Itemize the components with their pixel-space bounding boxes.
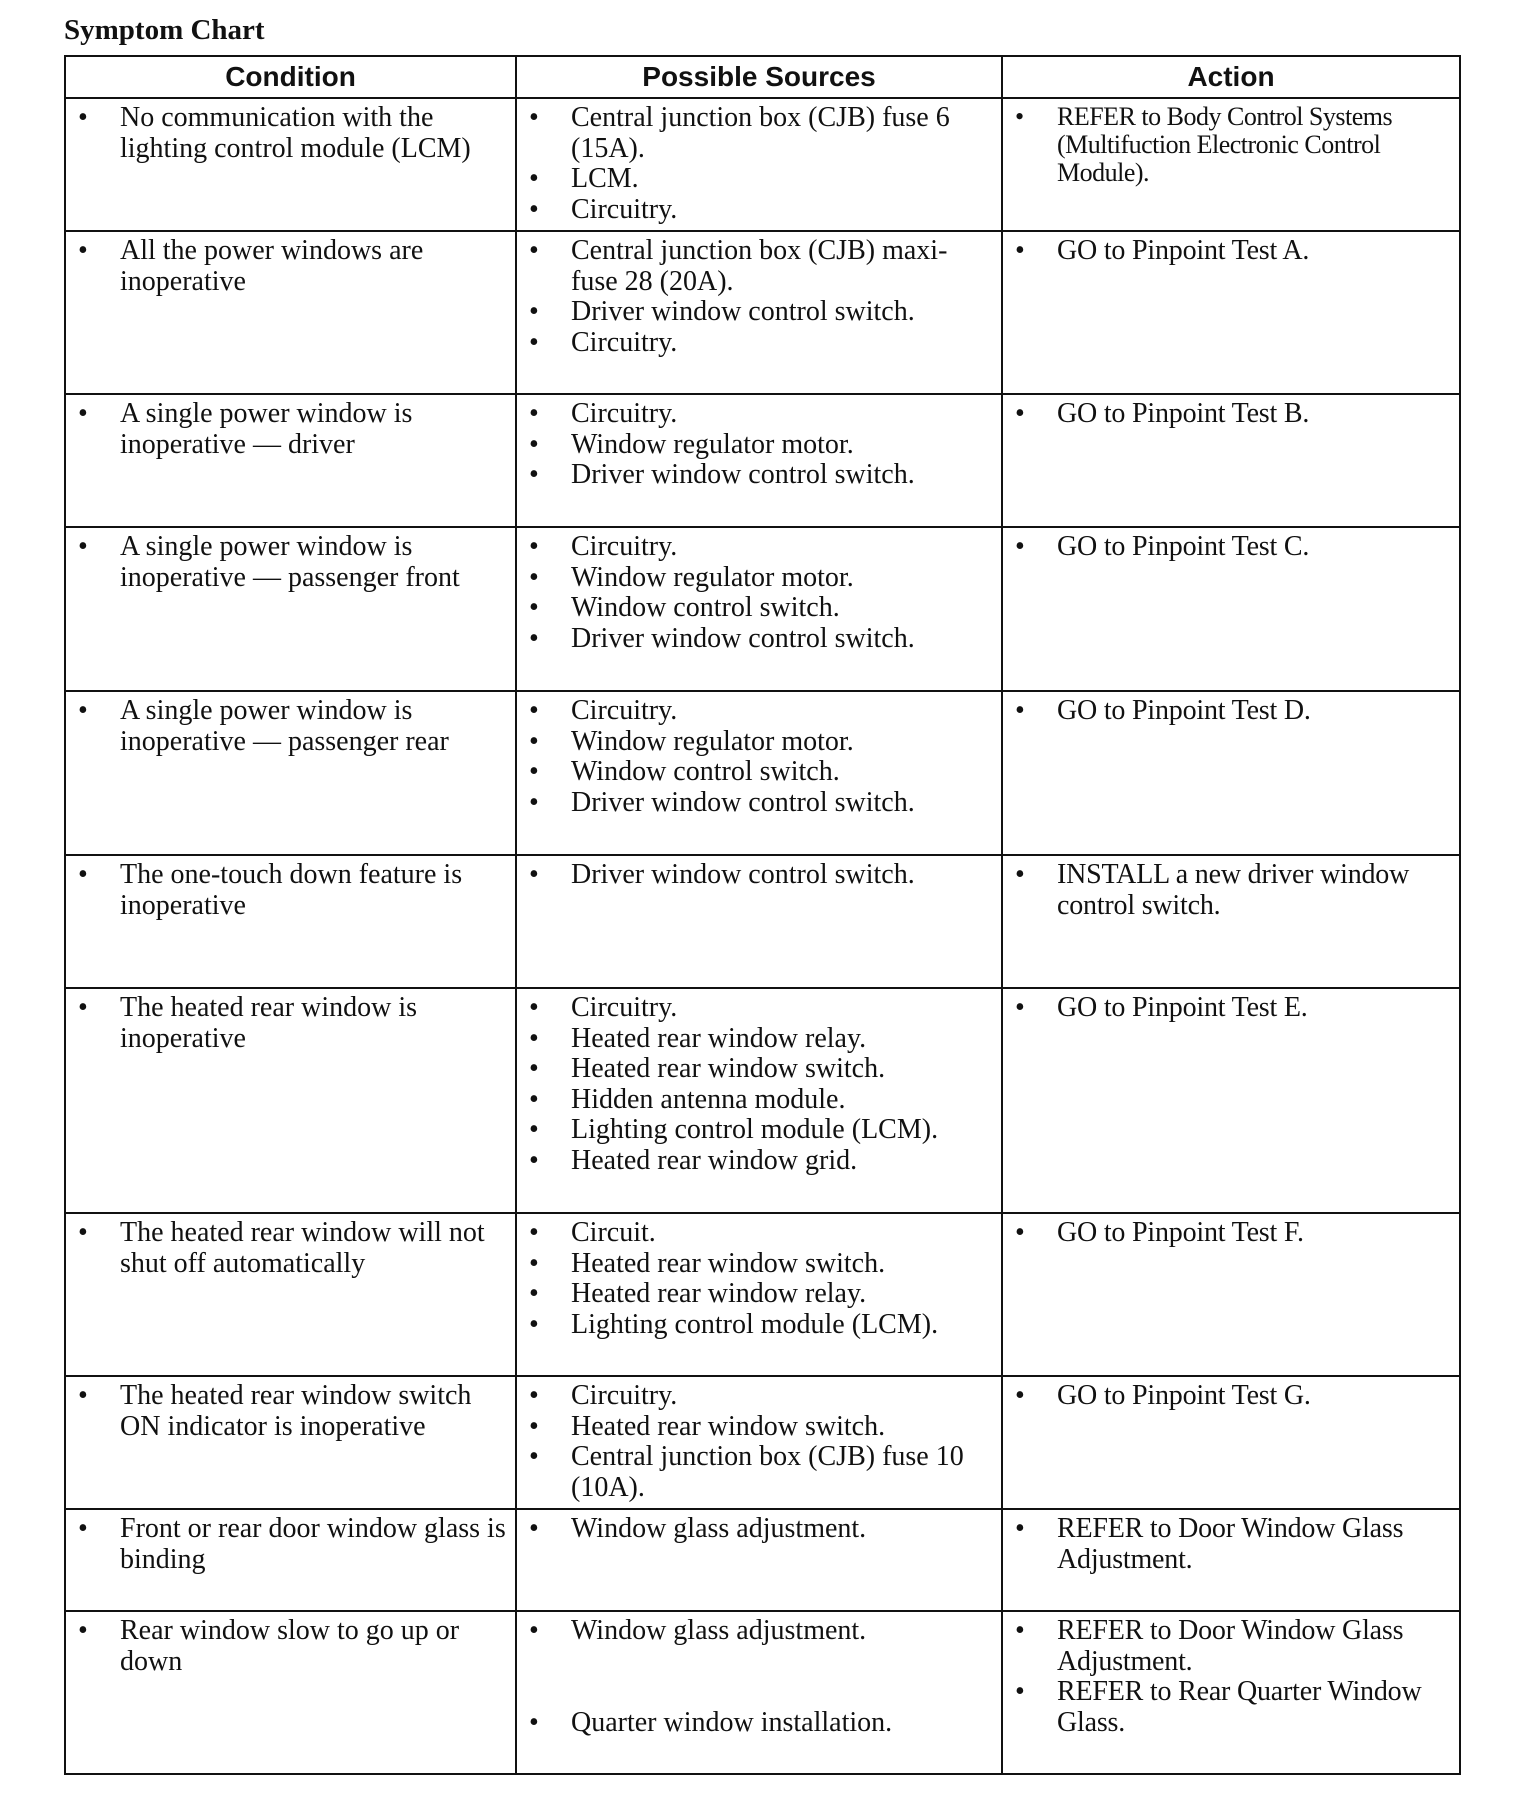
source-item: • Heated rear window relay. xyxy=(525,1279,993,1310)
source-item: • Circuitry. xyxy=(525,993,993,1024)
condition-text: • The heated rear window will not shut off automatically xyxy=(74,1218,507,1279)
action-item: • GO to Pinpoint Test B. xyxy=(1011,399,1451,430)
table-row xyxy=(65,231,1460,394)
source-item: • Central junction box (CJB) maxi-fuse 28 (20A). xyxy=(525,236,993,297)
action-cell xyxy=(1002,1509,1460,1611)
sources-cell xyxy=(516,1509,1002,1611)
action-cell xyxy=(1002,691,1460,855)
table-row xyxy=(65,1376,1460,1509)
condition-cell xyxy=(65,98,516,231)
sources-cell xyxy=(516,855,1002,988)
source-item: • Window glass adjustment. xyxy=(525,1514,993,1545)
source-item: • Heated rear window grid. xyxy=(525,1146,993,1177)
source-item: • Window control switch. xyxy=(525,757,993,788)
source-item: • Heated rear window switch. xyxy=(525,1054,993,1085)
chart-title: Symptom Chart xyxy=(64,14,265,46)
condition-text: • Rear window slow to go up or down xyxy=(74,1616,507,1677)
table-row xyxy=(65,855,1460,988)
condition-cell xyxy=(65,1213,516,1376)
table-row xyxy=(65,988,1460,1213)
condition-text: • The heated rear window is inoperative xyxy=(74,993,507,1054)
source-item: • Central junction box (CJB) fuse 6 (15A). xyxy=(525,103,993,164)
header-action: Action xyxy=(1002,56,1460,98)
condition-cell xyxy=(65,231,516,394)
sources-cell xyxy=(516,98,1002,231)
action-item: • REFER to Body Control Systems (Multifuction Electronic Control Module). xyxy=(1011,103,1451,187)
source-item: • Heated rear window switch. xyxy=(525,1412,993,1443)
condition-cell xyxy=(65,855,516,988)
source-item: • Driver window control switch. xyxy=(525,297,993,328)
source-item: • Lighting control module (LCM). xyxy=(525,1115,993,1146)
sources-cell xyxy=(516,527,1002,691)
table-row xyxy=(65,98,1460,231)
source-item: • Circuitry. xyxy=(525,328,993,359)
condition-text: • Front or rear door window glass is binding xyxy=(74,1514,507,1575)
sources-cell xyxy=(516,691,1002,855)
action-item: • REFER to Door Window Glass Adjustment. xyxy=(1011,1514,1451,1575)
action-item: • REFER to Rear Quarter Window Glass. xyxy=(1011,1677,1451,1738)
condition-cell xyxy=(65,691,516,855)
source-item: • Circuitry. xyxy=(525,1381,993,1412)
condition-text: • A single power window is inoperative — driver xyxy=(74,399,507,460)
sources-cell xyxy=(516,1213,1002,1376)
action-item: • GO to Pinpoint Test D. xyxy=(1011,696,1451,727)
condition-cell xyxy=(65,1509,516,1611)
sources-cell xyxy=(516,394,1002,527)
action-cell xyxy=(1002,98,1460,231)
source-item: • Circuitry. xyxy=(525,532,993,563)
source-item: • Heated rear window switch. xyxy=(525,1249,993,1280)
condition-text: • No communication with the lighting control module (LCM) xyxy=(74,103,507,164)
table-row xyxy=(65,1611,1460,1774)
table-row xyxy=(65,394,1460,527)
condition-text: • A single power window is inoperative — passenger front xyxy=(74,532,507,593)
sources-cell xyxy=(516,988,1002,1213)
condition-text: • The heated rear window switch ON indicator is inoperative xyxy=(74,1381,507,1442)
action-item: • GO to Pinpoint Test G. xyxy=(1011,1381,1451,1412)
source-item: • Circuit. xyxy=(525,1218,993,1249)
condition-cell xyxy=(65,988,516,1213)
action-item: • REFER to Door Window Glass Adjustment. xyxy=(1011,1616,1451,1677)
source-item: • Heated rear window relay. xyxy=(525,1024,993,1055)
sources-cell xyxy=(516,1376,1002,1509)
action-cell xyxy=(1002,527,1460,691)
source-item: • Quarter window installation. xyxy=(525,1708,993,1739)
table-row xyxy=(65,1213,1460,1376)
source-item: • Circuitry. xyxy=(525,696,993,727)
condition-cell xyxy=(65,1611,516,1774)
action-cell xyxy=(1002,988,1460,1213)
source-item: • Lighting control module (LCM). xyxy=(525,1310,993,1341)
source-item: • Window glass adjustment. xyxy=(525,1616,993,1647)
sources-cell xyxy=(516,231,1002,394)
source-item: • Central junction box (CJB) fuse 10 (10A). xyxy=(525,1442,993,1503)
source-item: • Window regulator motor. xyxy=(525,563,993,594)
condition-text: • A single power window is inoperative — passenger rear xyxy=(74,696,507,757)
source-item: • Circuitry. xyxy=(525,399,993,430)
condition-text: • The one-touch down feature is inoperative xyxy=(74,860,507,921)
header-possible-sources: Possible Sources xyxy=(516,56,1002,98)
condition-cell xyxy=(65,1376,516,1509)
action-cell xyxy=(1002,1376,1460,1509)
action-item: • GO to Pinpoint Test C. xyxy=(1011,532,1451,563)
action-item: • GO to Pinpoint Test E. xyxy=(1011,993,1451,1024)
action-cell xyxy=(1002,855,1460,988)
header-condition: Condition xyxy=(65,56,516,98)
condition-text: • All the power windows are inoperative xyxy=(74,236,507,297)
action-item: • GO to Pinpoint Test F. xyxy=(1011,1218,1451,1249)
table-row xyxy=(65,1509,1460,1611)
header-row xyxy=(65,56,1460,98)
symptom-table xyxy=(64,55,1461,1775)
source-item: • LCM. xyxy=(525,164,993,195)
source-item: • Window regulator motor. xyxy=(525,727,993,758)
source-item: • Window regulator motor. xyxy=(525,430,993,461)
source-item: • Window control switch. xyxy=(525,593,993,624)
table-row xyxy=(65,691,1460,855)
sources-cell xyxy=(516,1611,1002,1774)
action-cell xyxy=(1002,231,1460,394)
action-item: • INSTALL a new driver window control switch. xyxy=(1011,860,1451,921)
action-cell xyxy=(1002,394,1460,527)
source-item: • Circuitry. xyxy=(525,195,993,226)
action-item: • GO to Pinpoint Test A. xyxy=(1011,236,1451,267)
source-item: • Driver window control switch. xyxy=(525,788,993,819)
source-item: • Hidden antenna module. xyxy=(525,1085,993,1116)
action-cell xyxy=(1002,1213,1460,1376)
source-item: • Driver window control switch. xyxy=(525,624,993,655)
table-row xyxy=(65,527,1460,691)
source-item: • Driver window control switch. xyxy=(525,860,993,891)
condition-cell xyxy=(65,527,516,691)
source-item: • Driver window control switch. xyxy=(525,460,993,491)
action-cell xyxy=(1002,1611,1460,1774)
condition-cell xyxy=(65,394,516,527)
